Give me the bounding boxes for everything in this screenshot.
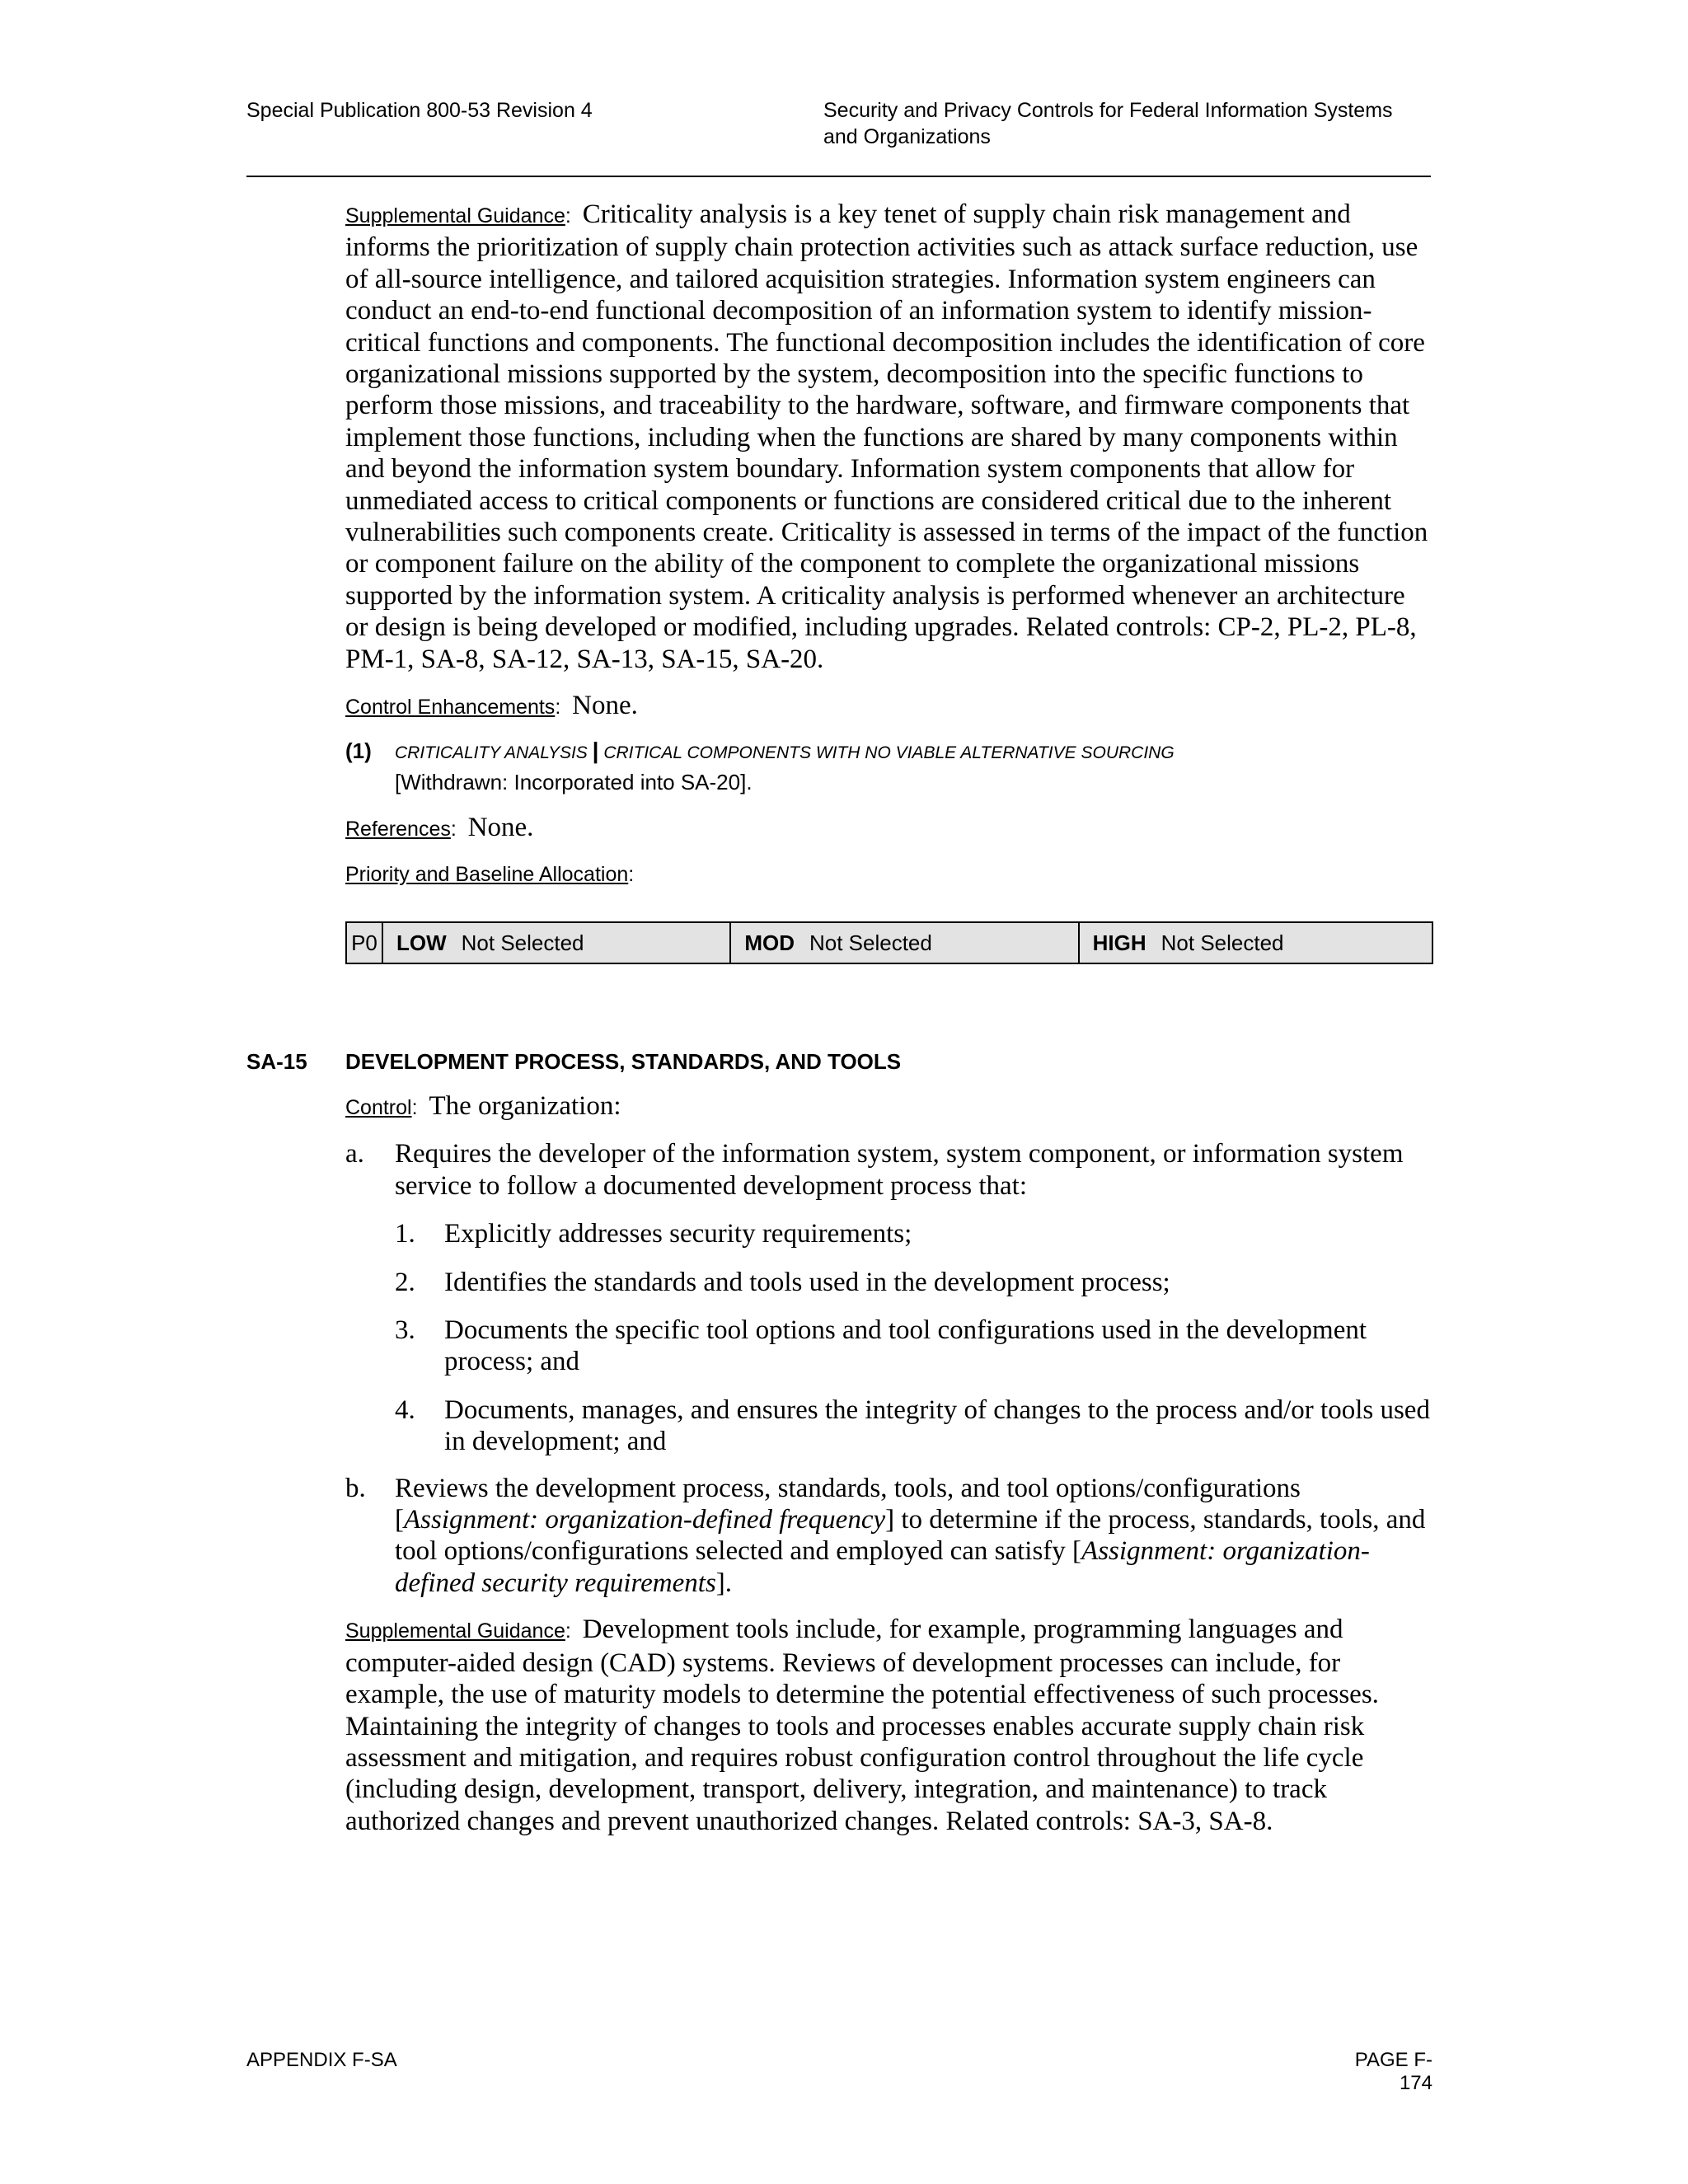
list-item: 2. Identifies the standards and tools used in the development process; bbox=[395, 1267, 1170, 1297]
high-cell: HIGH Not Selected bbox=[1079, 922, 1432, 963]
list-item: 1. Explicitly addresses security requirements; bbox=[395, 1219, 912, 1249]
table-row bbox=[346, 922, 1432, 963]
references: References: None. bbox=[345, 812, 534, 842]
enhancement-1 bbox=[345, 737, 1433, 797]
priority-baseline: Priority and Baseline Allocation: bbox=[345, 862, 635, 886]
control-statement: Control: The organization: bbox=[345, 1091, 621, 1121]
header-divider bbox=[246, 176, 1431, 177]
control-title: DEVELOPMENT PROCESS, STANDARDS, AND TOOLS bbox=[345, 1049, 902, 1074]
references-value: None. bbox=[467, 812, 534, 842]
sa15-body bbox=[345, 1090, 1433, 1837]
supplemental-guidance-label: Supplemental Guidance bbox=[345, 204, 565, 227]
appendix-label: APPENDIX F-SA bbox=[246, 2049, 397, 2071]
enhancement-title: CRITICALITY ANALYSIS | CRITICAL COMPONENTS WITH NO VIABLE ALTERNATIVE SOURCING bbox=[395, 737, 1175, 763]
sa14-continuation bbox=[345, 199, 1433, 964]
priority-cell: P0 bbox=[346, 922, 382, 963]
control-enhancements-label: Control Enhancements bbox=[345, 696, 556, 719]
low-cell: LOW Not Selected bbox=[382, 922, 730, 963]
list-item: 3. Documents the specific tool options and tool configurations used in the development process; and bbox=[395, 1315, 1367, 1377]
priority-baseline-label: Priority and Baseline Allocation bbox=[345, 862, 629, 886]
supplemental-guidance: Supplemental Guidance: Development tools include, for example, programming languages and computer-aided design (CAD) systems. Reviews of development processes can include, for example, the use of maturity models to determine the potential effectiveness of such processes. Maintaining the integrity of changes to tools and processes enables accurate supply chain risk assessment and mitigation, and requires robust configuration control throughout the life cycle (including design, development, transport, delivery, integration, and maintenance) to track authorized changes and prevent unauthorized changes. Related controls: SA-3, SA-8. bbox=[345, 1615, 1379, 1836]
list-item-b: b. Reviews the development process, standards, tools, and tool options/configurations [Assignment: organization-defined frequency] to determine if the process, standards, tools, and tool options/configurations selected and employed can satisfy [Assignment: organization-defined security requirements]. bbox=[345, 1473, 1426, 1598]
control-label: Control bbox=[345, 1096, 412, 1119]
enhancement-number: (1) bbox=[345, 738, 372, 763]
supplemental-guidance-text: Development tools include, for example, programming languages and computer-aided design (CAD) systems. Reviews of development processes can include, for example, the use of maturity models to determine the potential effectiveness of such processes. Maintaining the integrity of changes to tools and processes enables accurate supply chain risk assessment and mitigation, and requires robust configuration control throughout the life cycle (including design, development, transport, delivery, integration, and maintenance) to track authorized changes and prevent unauthorized changes. Related controls: SA-3, SA-8. bbox=[345, 1615, 1379, 1836]
list-item: 4. Documents, manages, and ensures the integrity of changes to the process and/or tools used in development; and bbox=[395, 1394, 1430, 1457]
page-number: PAGE F-174 bbox=[1354, 2049, 1432, 2094]
enhancement-body: [Withdrawn: Incorporated into SA-20]. bbox=[395, 769, 753, 794]
publication-title: Special Publication 800-53 Revision 4 bbox=[246, 99, 593, 122]
document-title-line1: Security and Privacy Controls for Federal Information Systems bbox=[823, 99, 1393, 122]
control-enhancements-value: None. bbox=[572, 691, 638, 721]
supplemental-guidance-label: Supplemental Guidance bbox=[345, 1619, 565, 1643]
document-title bbox=[823, 97, 1431, 150]
list-item-a: a. Requires the developer of the information system, system component, or information system service to follow a documented development process that: 1. Explicitly addresses security requirements; 2. Identifies the standards and tools used in the development process; 3. Documents the specific tool options and tool configurations used in the development process; and 4. Documents, manages, and ensures the integrity of changes to the process and/or tools used in development; and bbox=[345, 1138, 1433, 1457]
document-title-line2: and Organizations bbox=[823, 125, 991, 148]
control-enhancements: Control Enhancements: None. bbox=[345, 691, 638, 721]
mod-cell: MOD Not Selected bbox=[730, 922, 1078, 963]
baseline-allocation-table bbox=[345, 921, 1433, 964]
supplemental-guidance-text: Criticality analysis is a key tenet of supply chain risk management and informs the prioritization of supply chain protection activities such as attack surface reduction, use of all-source intelligence, and tailored acquisition strategies. Information system engineers can conduct an end-to-end functional decomposition of an information system to identify mission-critical functions and components. The functional decomposition includes the identification of core organizational missions supported by the system, decomposition into the specific functions to perform those missions, and traceability to the hardware, software, and firmware components that implement those functions, including when the functions are shared by many components within and beyond the information system boundary. Information system components that allow for unmediated access to critical components or functions are considered critical due to the inherent vulnerabilities such components create. Criticality is assessed in terms of the impact of the function or component failure on the ability of the component to complete the organizational missions supported by the information system. A criticality analysis is performed whenever an architecture or design is being developed or modified, including upgrades. Related controls: CP-2, PL-2, PL-8, PM-1, SA-8, SA-12, SA-13, SA-15, SA-20. bbox=[345, 199, 1428, 674]
references-label: References bbox=[345, 817, 451, 841]
supplemental-guidance: Supplemental Guidance: Criticality analysis is a key tenet of supply chain risk management and informs the prioritization of supply chain protection activities such as attack surface reduction, use of all-source intelligence, and tailored acquisition strategies. Information system engineers can conduct an end-to-end functional decomposition of an information system to identify mission-critical functions and components. The functional decomposition includes the identification of core organizational missions supported by the system, decomposition into the specific functions to perform those missions, and traceability to the hardware, software, and firmware components that implement those functions, including when the functions are shared by many components within and beyond the information system boundary. Information system components that allow for unmediated access to critical components or functions are considered critical due to the inherent vulnerabilities such components create. Criticality is assessed in terms of the impact of the function or component failure on the ability of the component to complete the organizational missions supported by the information system. A criticality analysis is performed whenever an architecture or design is being developed or modified, including upgrades. Related controls: CP-2, PL-2, PL-8, PM-1, SA-8, SA-12, SA-13, SA-15, SA-20. bbox=[345, 199, 1428, 674]
control-id: SA-15 bbox=[246, 1049, 307, 1074]
page-header bbox=[246, 97, 1431, 178]
control-intro: The organization: bbox=[429, 1091, 621, 1121]
